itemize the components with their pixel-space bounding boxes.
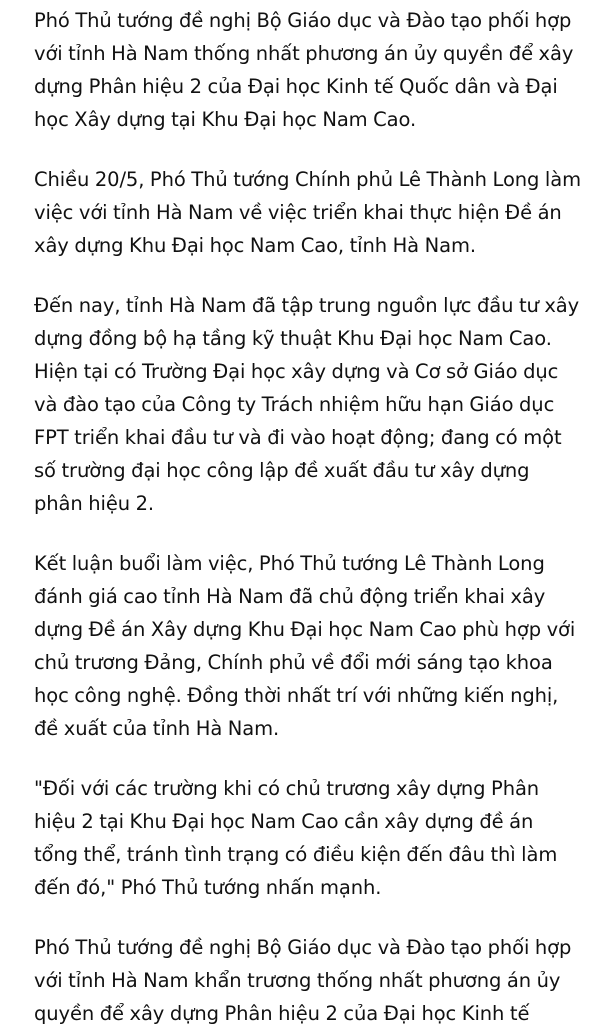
article-paragraph-2: Chiều 20/5, Phó Thủ tướng Chính phủ Lê Thành Long làm việc với tỉnh Hà Nam về việc triển khai thực hiện Đề án xây dựng Khu Đại học Nam Cao, tỉnh Hà Nam. xyxy=(34,168,581,257)
article-paragraph-5: "Đối với các trường khi có chủ trương xây dựng Phân hiệu 2 tại Khu Đại học Nam Cao cần xây dựng đề án tổng thể, tránh tình trạng có điều kiện đến đâu thì làm đến đó," Phó Thủ tướng nhấn mạnh. xyxy=(34,777,558,899)
article-paragraph-6: Phó Thủ tướng đề nghị Bộ Giáo dục và Đào tạo phối hợp với tỉnh Hà Nam khẩn trương thống nhất phương án ủy quyền để xây dựng Phân hiệu 2 của Đại học Kinh tế xyxy=(34,936,572,1025)
article-paragraph-3: Đến nay, tỉnh Hà Nam đã tập trung nguồn lực đầu tư xây dựng đồng bộ hạ tầng kỹ thuật Khu Đại học Nam Cao. Hiện tại có Trường Đại học xây dựng và Cơ sở Giáo dục và đào tạo của Công ty Trách nhiệm hữu hạn Giáo dục FPT triển khai đầu tư và đi vào hoạt động; đang có một số trường đại học công lập đề xuất đầu tư xây dựng phân hiệu 2. xyxy=(34,294,580,515)
article-paragraph-4: Kết luận buổi làm việc, Phó Thủ tướng Lê Thành Long đánh giá cao tỉnh Hà Nam đã chủ động triển khai xây dựng Đề án Xây dựng Khu Đại học Nam Cao phù hợp với chủ trương Đảng, Chính phủ về đổi mới sáng tạo khoa học công nghệ. Đồng thời nhất trí với những kiến nghị, đề xuất của tỉnh Hà Nam. xyxy=(34,552,576,740)
article-paragraph-1: Phó Thủ tướng đề nghị Bộ Giáo dục và Đào tạo phối hợp với tỉnh Hà Nam thống nhất phương án ủy quyền để xây dựng Phân hiệu 2 của Đại học Kinh tế Quốc dân và Đại học Xây dựng tại Khu Đại học Nam Cao. xyxy=(34,9,574,131)
